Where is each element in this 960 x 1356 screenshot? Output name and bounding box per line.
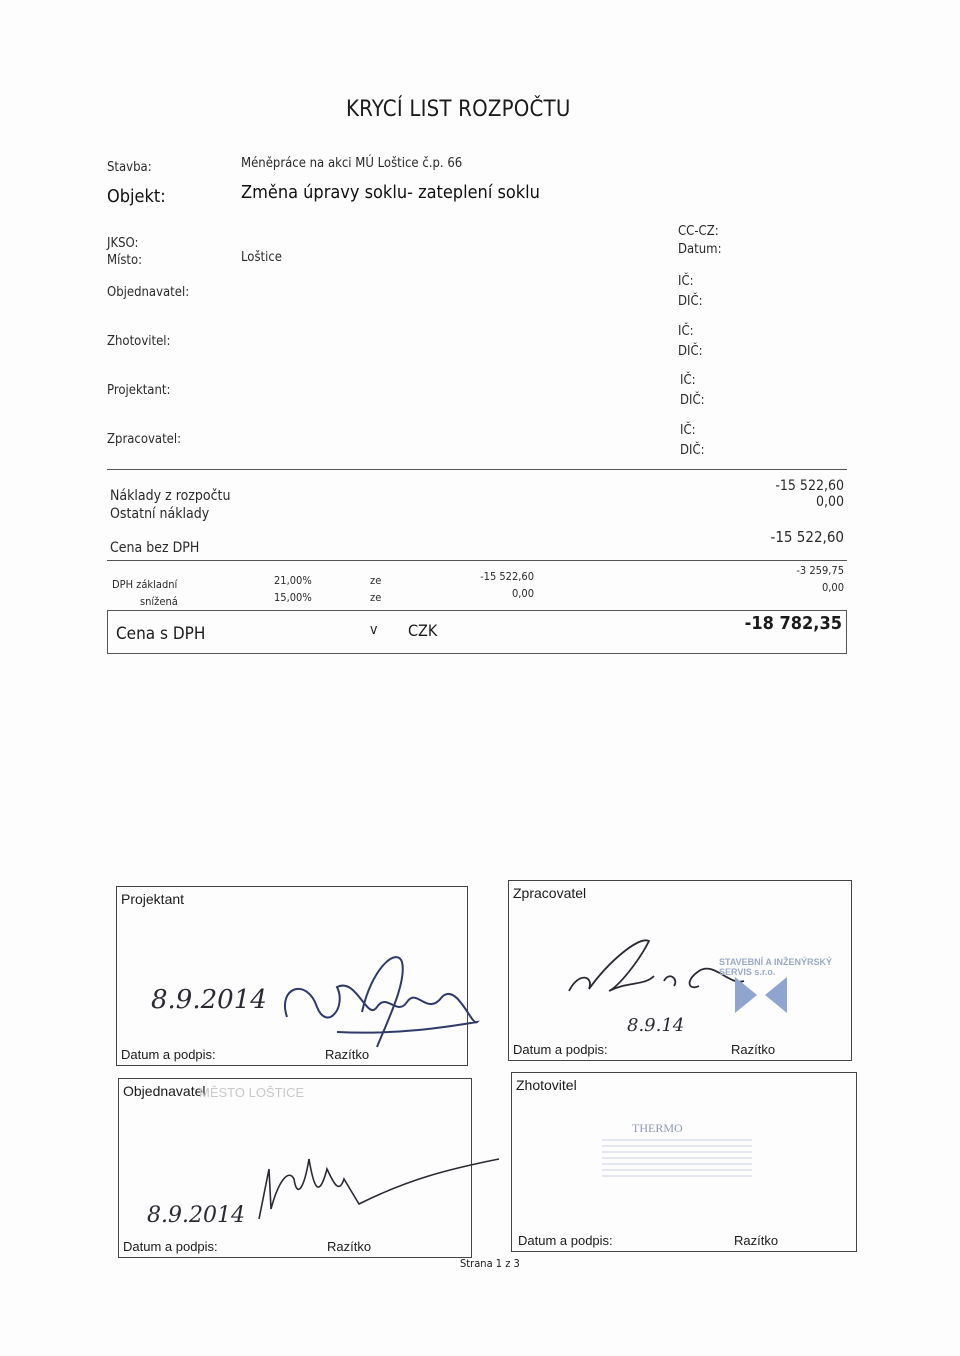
cena-bez-label: Cena bez DPH bbox=[110, 540, 200, 556]
stavba-value: Méněpráce na akci MÚ Loštice č.p. 66 bbox=[241, 156, 463, 171]
objednavatel-ic-label: IČ: bbox=[678, 274, 694, 289]
zhotovitel-razitko: Razítko bbox=[734, 1233, 779, 1248]
projektant-box bbox=[116, 886, 468, 1066]
cccz-label: CC-CZ: bbox=[678, 224, 719, 239]
projektant-ic-label: IČ: bbox=[680, 373, 696, 388]
dph-label: DPH základní bbox=[112, 578, 178, 591]
objednavatel-box-title: Objednavatel bbox=[123, 1083, 206, 1099]
zpracovatel-box-title: Zpracovatel bbox=[513, 885, 587, 901]
projektant-datum-podpis: Datum a podpis: bbox=[121, 1047, 216, 1062]
objednavatel-stamp-company: MĚSTO LOŠTICE bbox=[199, 1085, 305, 1100]
objednavatel-datum-podpis: Datum a podpis: bbox=[123, 1239, 218, 1254]
zhotovitel-label: Zhotovitel: bbox=[107, 334, 171, 349]
document-title: KRYCÍ LIST ROZPOČTU bbox=[346, 97, 571, 122]
stavba-label: Stavba: bbox=[107, 160, 152, 175]
total-box bbox=[107, 610, 847, 654]
objekt-value: Změna úpravy soklu- zateplení soklu bbox=[241, 182, 540, 203]
projektant-signature-icon bbox=[277, 947, 487, 1057]
page-number: Strana 1 z 3 bbox=[460, 1257, 520, 1270]
misto-label: Místo: bbox=[107, 253, 143, 268]
zpracovatel-box bbox=[508, 880, 852, 1061]
zpracovatel-dic-label: DIČ: bbox=[680, 443, 705, 458]
zpracovatel-datum-podpis: Datum a podpis: bbox=[513, 1042, 608, 1057]
datum-label: Datum: bbox=[678, 242, 722, 257]
objednavatel-signature-icon bbox=[209, 1109, 509, 1229]
jkso-label: JKSO: bbox=[107, 236, 139, 251]
divider bbox=[107, 560, 847, 561]
projektant-dic-label: DIČ: bbox=[680, 393, 705, 408]
snizena-ze: ze bbox=[370, 591, 382, 604]
objednavatel-dic-label: DIČ: bbox=[678, 294, 703, 309]
naklady-value: -15 522,60 bbox=[775, 478, 844, 494]
zpracovatel-handwritten-date: 8.9.14 bbox=[627, 1015, 685, 1036]
zpracovatel-label: Zpracovatel: bbox=[107, 432, 182, 447]
cena-bez-value: -15 522,60 bbox=[770, 528, 844, 546]
currency: CZK bbox=[408, 621, 438, 640]
objednavatel-handwritten-date: 8.9.2014 bbox=[147, 1203, 245, 1228]
zpracovatel-ic-label: IČ: bbox=[680, 423, 696, 438]
cena-s-label: Cena s DPH bbox=[116, 624, 206, 644]
zpracovatel-razitko: Razítko bbox=[731, 1042, 776, 1057]
snizena-value: 0,00 bbox=[821, 581, 844, 594]
snizena-rate: 15,00% bbox=[274, 591, 312, 604]
objednavatel-box bbox=[118, 1078, 472, 1258]
dph-rate: 21,00% bbox=[274, 574, 312, 587]
dph-base: -15 522,60 bbox=[480, 570, 534, 583]
dph-ze: ze bbox=[370, 574, 382, 587]
zhotovitel-ic-label: IČ: bbox=[678, 324, 694, 339]
objekt-label: Objekt: bbox=[107, 186, 166, 207]
ostatni-label: Ostatní náklady bbox=[110, 506, 210, 522]
ostatni-value: 0,00 bbox=[815, 494, 844, 510]
zhotovitel-stamp-icon bbox=[602, 1139, 752, 1179]
zhotovitel-dic-label: DIČ: bbox=[678, 344, 703, 359]
dph-value: -3 259,75 bbox=[796, 564, 844, 577]
objednavatel-label: Objednavatel: bbox=[107, 285, 190, 300]
projektant-label: Projektant: bbox=[107, 383, 171, 398]
zhotovitel-datum-podpis: Datum a podpis: bbox=[518, 1233, 613, 1248]
snizena-base: 0,00 bbox=[511, 587, 534, 600]
divider bbox=[107, 469, 847, 470]
zhotovitel-box-title: Zhotovitel bbox=[516, 1077, 577, 1093]
snizena-label: snížená bbox=[140, 595, 178, 608]
naklady-label: Náklady z rozpočtu bbox=[110, 488, 231, 504]
projektant-handwritten-date: 8.9.2014 bbox=[151, 985, 267, 1015]
objednavatel-razitko: Razítko bbox=[327, 1239, 372, 1254]
zhotovitel-box bbox=[511, 1072, 857, 1252]
projektant-box-title: Projektant bbox=[121, 891, 185, 907]
zpracovatel-stamp-logo-icon bbox=[731, 973, 791, 1017]
cena-s-v: v bbox=[370, 622, 378, 638]
zhotovitel-stamp-company: THERMO bbox=[632, 1121, 683, 1135]
cena-s-value: -18 782,35 bbox=[744, 613, 842, 634]
projektant-razitko: Razítko bbox=[325, 1047, 370, 1062]
zpracovatel-stamp-company: STAVEBNÍ A INŽENÝRSKÝ SERVIS s.r.o. bbox=[719, 957, 833, 977]
misto-value: Loštice bbox=[241, 250, 282, 265]
